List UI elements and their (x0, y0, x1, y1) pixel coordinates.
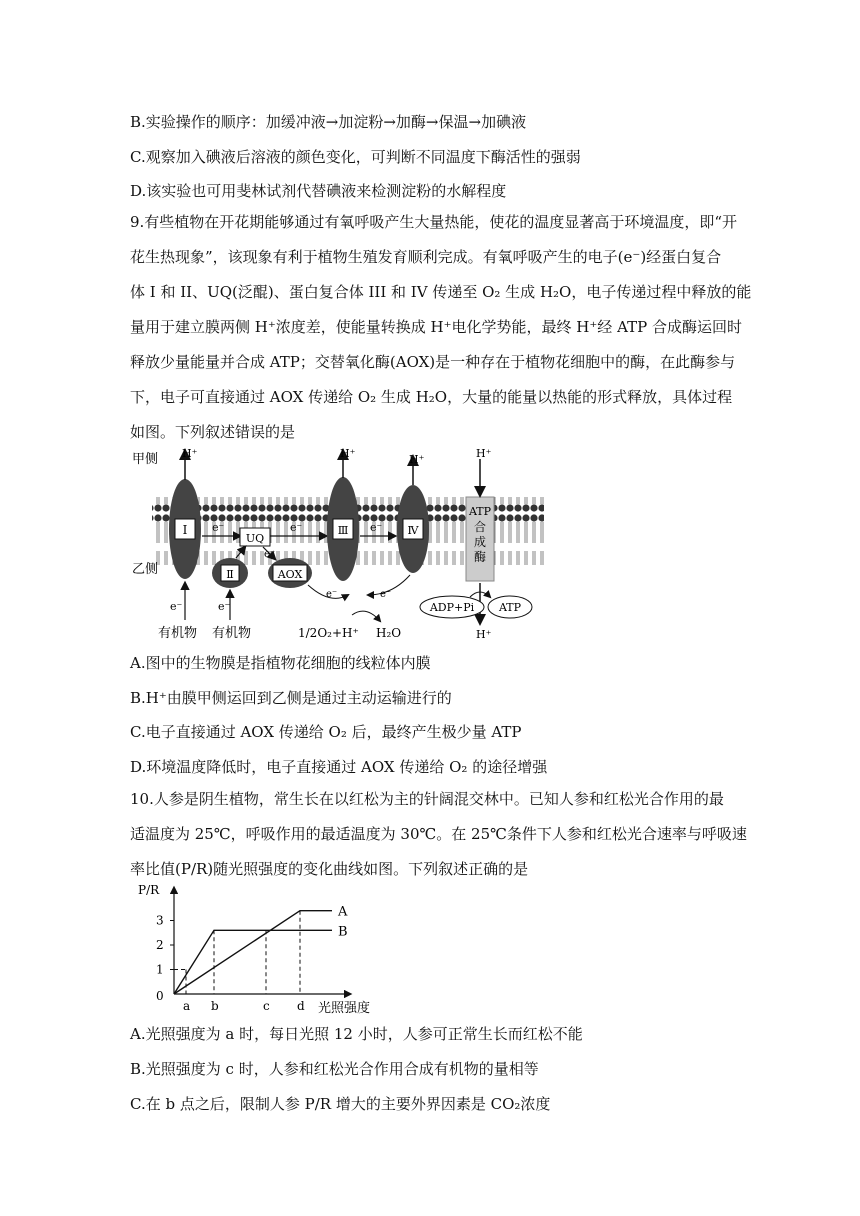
adp-pi-label: ADP+Pi (429, 601, 475, 614)
complex-1-label: Ⅰ (182, 523, 188, 537)
h-plus-label: H⁺ (409, 453, 425, 466)
atp-synthase-label: 酶 (473, 550, 487, 564)
side-a-label: 甲侧 (132, 452, 159, 467)
series-label-a: A (338, 904, 348, 920)
q9-stem-line: 如图。下列叙述错误的是 (130, 423, 296, 441)
pr-chart (130, 880, 400, 1020)
q9-stem-line: 体 I 和 II、UQ(泛醌)、蛋白复合体 III 和 IV 传递至 O₂ 生成 H₂O，电子传递过程中释放的能 (130, 283, 752, 301)
y-tick-label: 0 (156, 989, 164, 1003)
x-axis-label: 光照强度 (318, 1001, 371, 1016)
q10-stem-line: 适温度为 25℃，呼吸作用的最适温度为 30℃。在 25℃条件下人参和红松光合速率与呼吸速 (130, 825, 747, 843)
q10-option-c: C.在 b 点之后，限制人参 P/R 增大的主要外界因素是 CO₂浓度 (130, 1095, 551, 1113)
atp-synthase-label: ATP (468, 505, 492, 518)
organic-matter-label: 有机物 (212, 626, 252, 641)
series-line-a (174, 911, 332, 994)
q9-option-a: A.图中的生物膜是指植物花细胞的线粒体内膜 (130, 654, 431, 672)
q8-option-b: B.实验操作的顺序：加缓冲液→加淀粉→加酶→保温→加碘液 (130, 113, 527, 131)
h-plus-label: H⁺ (476, 447, 492, 460)
q9-stem-line: 量用于建立膜两侧 H⁺浓度差，使能量转换成 H⁺电化学势能，最终 H⁺经 ATP 合成酶运回时 (130, 318, 742, 336)
q9-stem (130, 205, 752, 450)
uq-label: UQ (245, 532, 265, 545)
aox-label: AOX (277, 568, 303, 581)
e-minus-label: e⁻ (326, 589, 338, 600)
q8-option-c: C.观察加入碘液后溶液的颜色变化，可判断不同温度下酶活性的强弱 (130, 148, 581, 166)
q9-stem-line: 9.有些植物在开花期能够通过有氧呼吸产生大量热能，使花的温度显著高于环境温度，即“开 (130, 213, 737, 231)
e-minus-label: e⁻ (218, 600, 231, 613)
q9-option-d: D.环境温度降低时，电子直接通过 AOX 传递给 O₂ 的途径增强 (130, 758, 548, 776)
y-axis-label: P/R (138, 883, 160, 897)
e-minus-label: e⁻ (264, 549, 276, 560)
series-label-b: B (338, 924, 348, 940)
side-b-label: 乙侧 (132, 562, 159, 577)
e-minus-label: e⁻ (212, 521, 225, 534)
complex-2-label: Ⅱ (226, 568, 234, 581)
y-tick-label: 1 (156, 962, 164, 977)
complex-3-label: Ⅲ (337, 524, 349, 537)
atp-label: ATP (498, 601, 522, 614)
q10-stem-line: 10.人参是阴生植物，常生长在以红松为主的针阔混交林中。已知人参和红松光合作用的最 (130, 790, 724, 808)
water-label: H₂O (376, 626, 402, 640)
y-tick-label: 2 (156, 938, 164, 952)
q10-stem-line: 率比值(P/R)随光照强度的变化曲线如图。下列叙述正确的是 (130, 860, 529, 878)
q10-stem (130, 782, 747, 887)
h-plus-label: H⁺ (476, 628, 492, 641)
complex-4-label: Ⅳ (407, 524, 419, 537)
q10-option-a: A.光照强度为 a 时，每日光照 12 小时，人参可正常生长而红松不能 (130, 1025, 583, 1043)
q10-option-b: B.光照强度为 c 时，人参和红松光合作用合成有机物的量相等 (130, 1060, 539, 1078)
h-plus-label: H⁺ (340, 447, 356, 460)
e-minus-label: e⁻ (380, 589, 392, 600)
x-tick-label: c (263, 999, 270, 1013)
e-minus-label: e⁻ (290, 521, 303, 534)
atp-synthase-label: 成 (473, 535, 487, 549)
q9-option-c: C.电子直接通过 AOX 传递给 O₂ 后，最终产生极少量 ATP (130, 723, 522, 741)
x-tick-label: d (297, 999, 305, 1013)
q9-stem-line: 花生热现象”，该现象有利于植物生殖发育顺利完成。有氧呼吸产生的电子(e⁻)经蛋白复合 (130, 248, 722, 266)
q9-option-b: B.H⁺由膜甲侧运回到乙侧是通过主动运输进行的 (130, 689, 452, 707)
h-plus-label: H⁺ (182, 447, 198, 460)
oxygen-label: 1/2O₂+H⁺ (298, 626, 359, 640)
y-tick-label: 3 (156, 913, 164, 928)
membrane-diagram (130, 445, 550, 645)
q9-stem-line: 释放少量能量并合成 ATP；交替氧化酶(AOX)是一种存在于植物花细胞中的酶，在此酶参与 (130, 353, 736, 371)
q9-stem-line: 下，电子可直接通过 AOX 传递给 O₂ 生成 H₂O，大量的能量以热能的形式释放，具体过程 (130, 388, 733, 406)
e-minus-label: e⁻ (170, 600, 183, 613)
organic-matter-label: 有机物 (158, 626, 198, 641)
x-tick-label: b (211, 999, 219, 1013)
x-tick-label: a (183, 999, 191, 1013)
q8-option-d: D.该实验也可用斐林试剂代替碘液来检测淀粉的水解程度 (130, 182, 507, 200)
atp-synthase-label: 合 (473, 520, 487, 534)
series-line-b (174, 930, 332, 994)
e-minus-label: e⁻ (370, 521, 383, 534)
